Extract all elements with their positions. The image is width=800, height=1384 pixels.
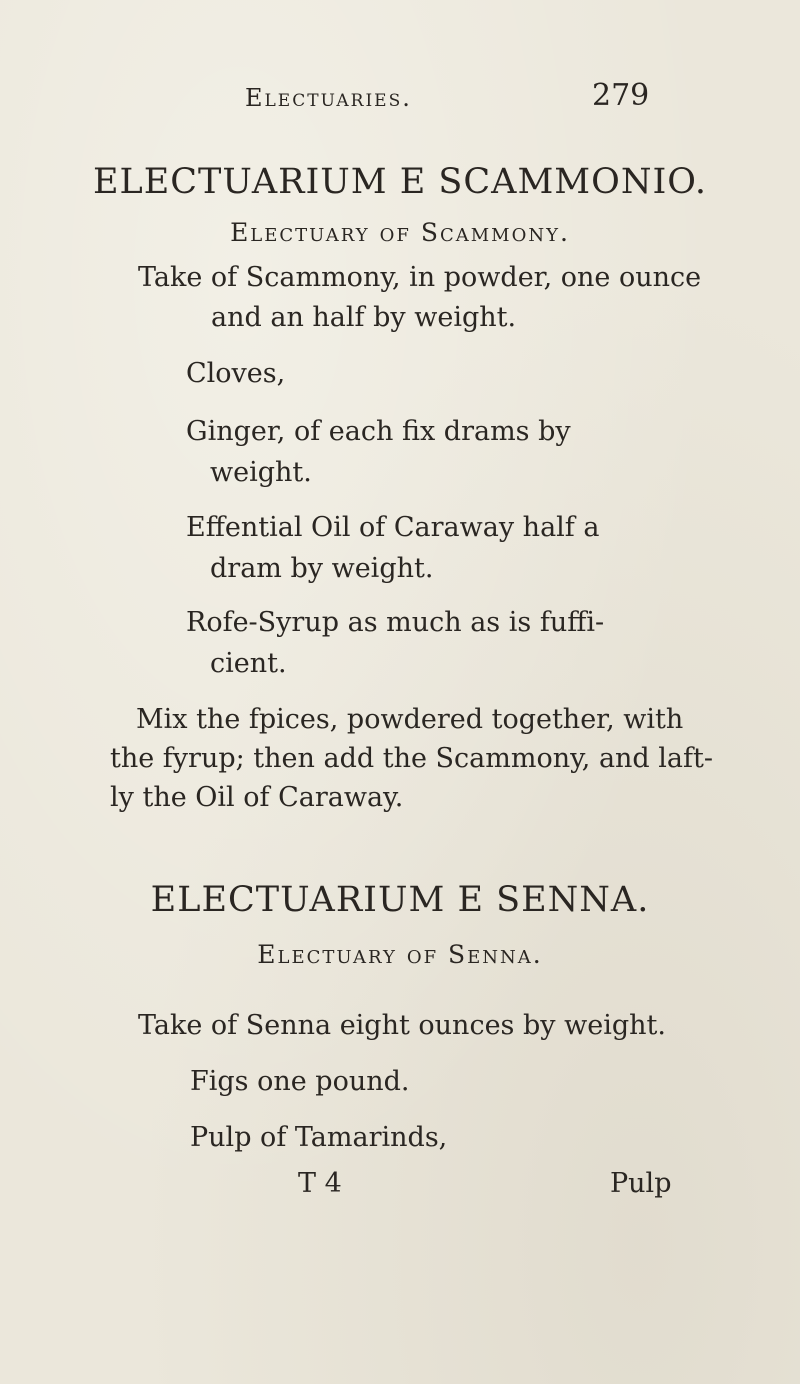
recipe-line: Take of Scammony, in powder, one ounce [138,262,702,293]
running-head: Electuaries. [245,84,412,112]
instruction-line: the fyrup; then add the Scammony, and laft- [110,743,713,774]
ingredient-line: Ginger, of each fix drams by [186,416,571,447]
instruction-line: Mix the fpices, powdered together, with [136,704,684,735]
page-number: 279 [592,78,650,113]
ingredient-line: Cloves, [186,358,286,389]
section-subtitle-scammony: Electuary of Scammony. [230,218,570,247]
ingredient-line: Effential Oil of Caraway half a [186,512,600,543]
ingredient-line: Pulp of Tamarinds, [190,1122,448,1153]
ingredient-line: cient. [210,648,287,679]
ingredient-line: Figs one pound. [190,1066,410,1097]
section-title-scammony: ELECTUARIUM E SCAMMONIO. [92,162,708,202]
catchword: Pulp [610,1168,672,1199]
section-subtitle-senna: Electuary of Senna. [257,940,543,969]
recipe-line: and an half by weight. [211,302,517,333]
section-title-senna: ELECTUARIUM E SENNA. [150,880,650,920]
recipe-line: Take of Senna eight ounces by weight. [138,1010,666,1041]
signature-mark: T 4 [298,1168,342,1199]
ingredient-line: weight. [210,457,312,488]
ingredient-line: dram by weight. [210,553,434,584]
ingredient-line: Rofe-Syrup as much as is fuffi- [186,607,605,638]
instruction-line: ly the Oil of Caraway. [110,782,404,813]
